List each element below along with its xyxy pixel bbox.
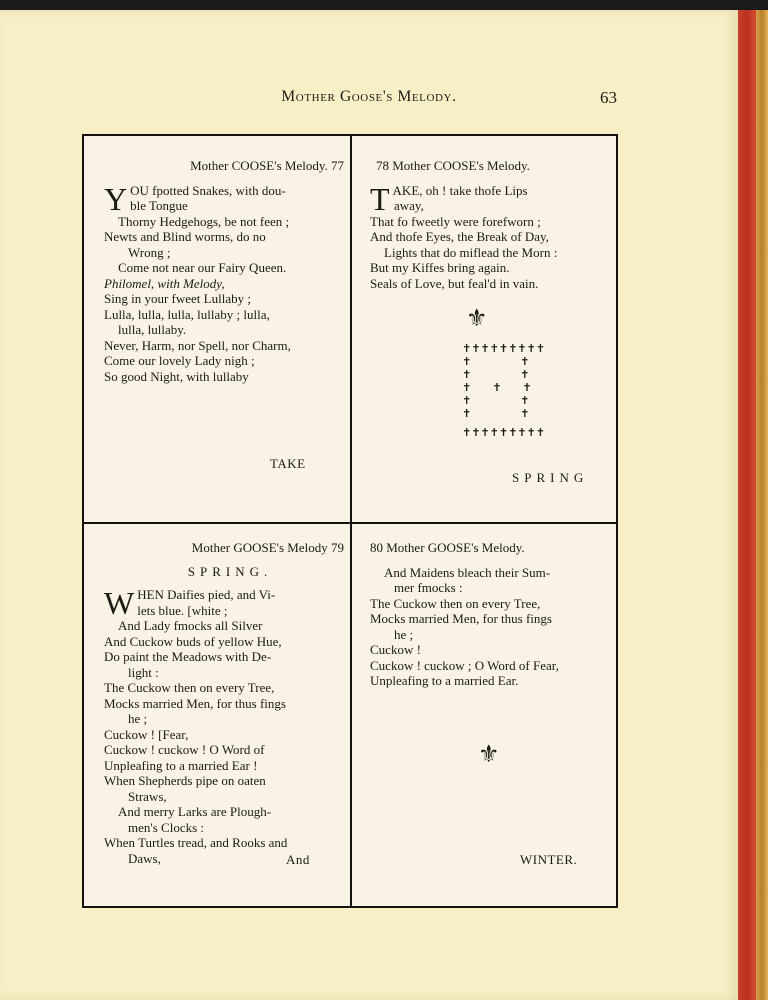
cross-border-ornament: ✝✝✝✝✝✝✝✝✝ ✝ ✝ ✝ ✝ ✝ ✝ ✝ ✝ ✝ ✝ ✝ ✝✝✝✝✝✝✝✝✝ bbox=[462, 342, 545, 439]
page-80-header: 80 Mother GOOSE's Melody. bbox=[370, 540, 525, 555]
vertical-divider bbox=[350, 136, 352, 906]
verse-line: Philomel, with Melody, bbox=[104, 275, 225, 291]
verse-line: Mocks married Men, for thus fings bbox=[104, 695, 286, 711]
verse-line: So good Night, with lullaby bbox=[104, 368, 249, 384]
verse-line: Do paint the Meadows with De- bbox=[104, 649, 272, 664]
page-number: 63 bbox=[600, 88, 617, 107]
page-78-header: 78 Mother COOSE's Melody. bbox=[376, 158, 530, 173]
verse-line: Wrong ; bbox=[128, 244, 171, 260]
verse-line: mer fmocks : bbox=[394, 580, 463, 595]
dropcap-y: Y bbox=[104, 180, 128, 217]
running-head: Mother Goose's Melody. bbox=[281, 88, 457, 105]
fleur-de-lis-icon: ⚜ bbox=[466, 306, 488, 332]
verse-line: And Maidens bleach their Sum- bbox=[384, 564, 551, 580]
catchword: And bbox=[286, 852, 310, 867]
page-79 bbox=[104, 540, 350, 910]
verse-line: away, bbox=[394, 198, 424, 213]
verse-line: light : bbox=[128, 664, 159, 680]
verse-line: And Cuckow buds of yellow Hue, bbox=[104, 633, 282, 649]
poem-title: SPRING. bbox=[187, 563, 273, 579]
verse-line: Lights that do miflead the Morn : bbox=[384, 244, 558, 260]
verse-line: Thorny Hedgehogs, be not feen ; bbox=[118, 213, 290, 229]
verse-line: Mocks married Men, for thus fings bbox=[370, 611, 552, 626]
verse-line: Unpleafing to a married Ear ! bbox=[104, 757, 258, 773]
verse-line: Cuckow ! [Fear, bbox=[104, 726, 189, 742]
verse-line: HEN Daifies pied, and Vi- bbox=[137, 587, 276, 602]
page-79-header: Mother GOOSE's Melody 79 bbox=[191, 540, 344, 555]
verse-line: When Shepherds pipe on oaten bbox=[104, 773, 266, 788]
verse-line: Daws, bbox=[128, 850, 161, 866]
verse-line: Newts and Blind worms, do no bbox=[104, 229, 266, 244]
verse-line: The Cuckow then on every Tree, bbox=[104, 680, 275, 695]
facsimile-plate bbox=[82, 134, 618, 908]
catchword: WINTER. bbox=[520, 852, 578, 867]
verse-line: When Turtles tread, and Rooks and bbox=[104, 835, 288, 850]
verse-line: lulla, lullaby. bbox=[118, 322, 187, 337]
verse-line: And Lady fmocks all Silver bbox=[118, 618, 263, 633]
book-edge-gilt bbox=[756, 10, 768, 1000]
verse-line: Cuckow ! bbox=[370, 642, 421, 657]
verse-line: Unpleafing to a married Ear. bbox=[370, 673, 519, 688]
verse-line: Straws, bbox=[128, 788, 167, 804]
page-80 bbox=[370, 540, 616, 910]
verse-line: Come not near our Fairy Queen. bbox=[118, 260, 287, 275]
page-77 bbox=[104, 158, 350, 528]
verse-line: he ; bbox=[394, 626, 414, 642]
page-80-verse bbox=[370, 565, 616, 689]
verse-line: Cuckow ! cuckow ! O Word of bbox=[104, 742, 265, 757]
dropcap-w: W bbox=[104, 585, 135, 621]
verse-line: men's Clocks : bbox=[128, 819, 205, 835]
verse-line: AKE, oh ! take thofe Lips bbox=[392, 182, 528, 198]
verse-line: lets blue. [white ; bbox=[137, 602, 228, 618]
dropcap-t: T bbox=[370, 180, 390, 217]
verse-line: Seals of Love, but feal'd in vain. bbox=[370, 275, 539, 291]
verse-line: Cuckow ! cuckow ; O Word of Fear, bbox=[370, 657, 559, 673]
verse-line: Come our lovely Lady nigh ; bbox=[104, 353, 255, 368]
verse-line: And thofe Eyes, the Break of Day, bbox=[370, 229, 549, 244]
page-78 bbox=[370, 158, 616, 528]
verse-line: Lulla, lulla, lulla, lullaby ; lulla, bbox=[104, 306, 270, 322]
verse-line: And merry Larks are Plough- bbox=[118, 804, 272, 819]
verse-line: Never, Harm, nor Spell, nor Charm, bbox=[104, 337, 291, 353]
verse-line: The Cuckow then on every Tree, bbox=[370, 595, 541, 611]
verse-line: he ; bbox=[128, 711, 148, 726]
verse-line: ble Tongue bbox=[130, 198, 188, 213]
page-78-verse bbox=[370, 180, 616, 292]
page-79-verse bbox=[104, 587, 350, 866]
page-77-header: Mother COOSE's Melody. 77 bbox=[190, 158, 344, 173]
catchword: SPRING bbox=[512, 470, 589, 485]
catchword: TAKE bbox=[270, 456, 306, 471]
verse-line: OU fpotted Snakes, with dou- bbox=[130, 182, 286, 198]
verse-line: But my Kiffes bring again. bbox=[370, 260, 510, 275]
fleur-de-lis-icon: ⚜ bbox=[478, 742, 500, 768]
verse-line: That fo fweetly were forefworn ; bbox=[370, 213, 541, 229]
verse-line: Sing in your fweet Lullaby ; bbox=[104, 291, 251, 306]
page-77-verse bbox=[104, 180, 350, 385]
